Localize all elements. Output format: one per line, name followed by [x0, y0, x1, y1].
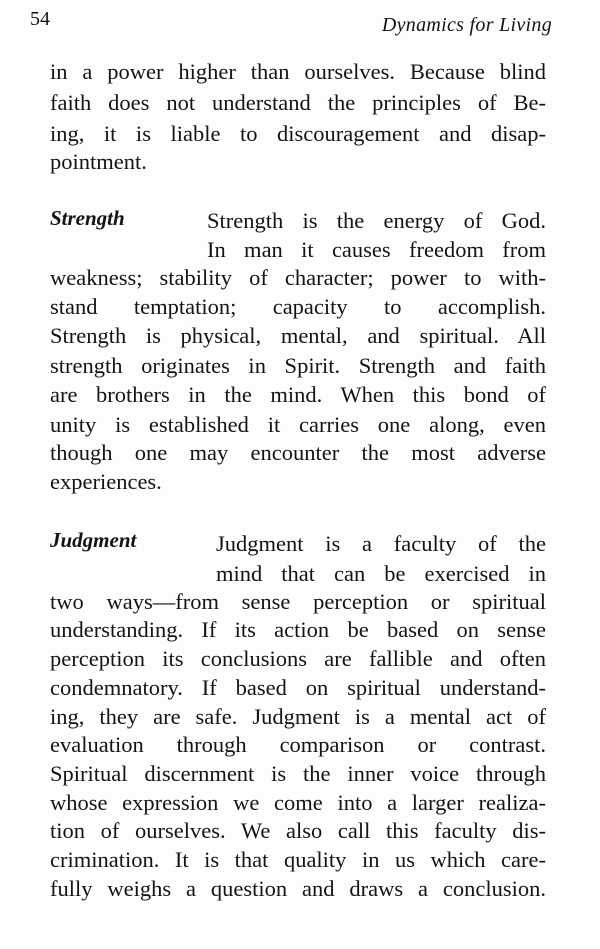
text-line: crimination. It is that quality in us which care-: [50, 847, 546, 872]
page-number: 54: [30, 8, 50, 30]
text-line: though one may encounter the most adverse: [50, 440, 546, 465]
text-line: understanding. If its action be based on sense: [50, 617, 546, 642]
text-line: ing, they are safe. Judgment is a mental act of: [50, 704, 546, 729]
text-line: unity is established it carries one along, even: [50, 412, 546, 437]
running-title: Dynamics for Living: [381, 14, 552, 36]
text-line: Strength is the energy of God.: [207, 208, 546, 233]
text-line: Spiritual discernment is the inner voice through: [50, 761, 546, 786]
text-line: are brothers in the mind. When this bond of: [50, 382, 546, 407]
text-line: ing, it is liable to discouragement and disap-: [50, 121, 546, 146]
text-line: perception its conclusions are fallible and often: [50, 646, 546, 671]
text-line: stand temptation; capacity to accomplish.: [50, 294, 546, 319]
text-line: evaluation through comparison or contrast.: [50, 732, 546, 757]
strength-heading: Strength: [50, 206, 125, 230]
text-line: whose expression we come into a larger realiza-: [50, 790, 546, 815]
text-line: in a power higher than ourselves. Because blind: [50, 59, 546, 84]
text-line: Strength is physical, mental, and spiritual. All: [50, 323, 546, 348]
text-line: experiences.: [50, 469, 162, 494]
text-line: tion of ourselves. We also call this faculty dis-: [50, 818, 546, 843]
text-line: pointment.: [50, 149, 147, 174]
judgment-heading: Judgment: [50, 528, 137, 552]
text-line: mind that can be exercised in: [216, 561, 546, 586]
running-head: [30, 8, 552, 38]
text-line: fully weighs a question and draws a conclusion.: [50, 876, 546, 901]
text-line: strength originates in Spirit. Strength and faith: [50, 353, 546, 378]
text-line: two ways—from sense perception or spiritual: [50, 589, 546, 614]
text-line: weakness; stability of character; power to with-: [50, 265, 546, 290]
text-line: faith does not understand the principles of Be-: [50, 90, 546, 115]
text-line: condemnatory. If based on spiritual understand-: [50, 675, 546, 700]
text-line: Judgment is a faculty of the: [216, 531, 546, 556]
text-line: In man it causes freedom from: [207, 237, 546, 262]
